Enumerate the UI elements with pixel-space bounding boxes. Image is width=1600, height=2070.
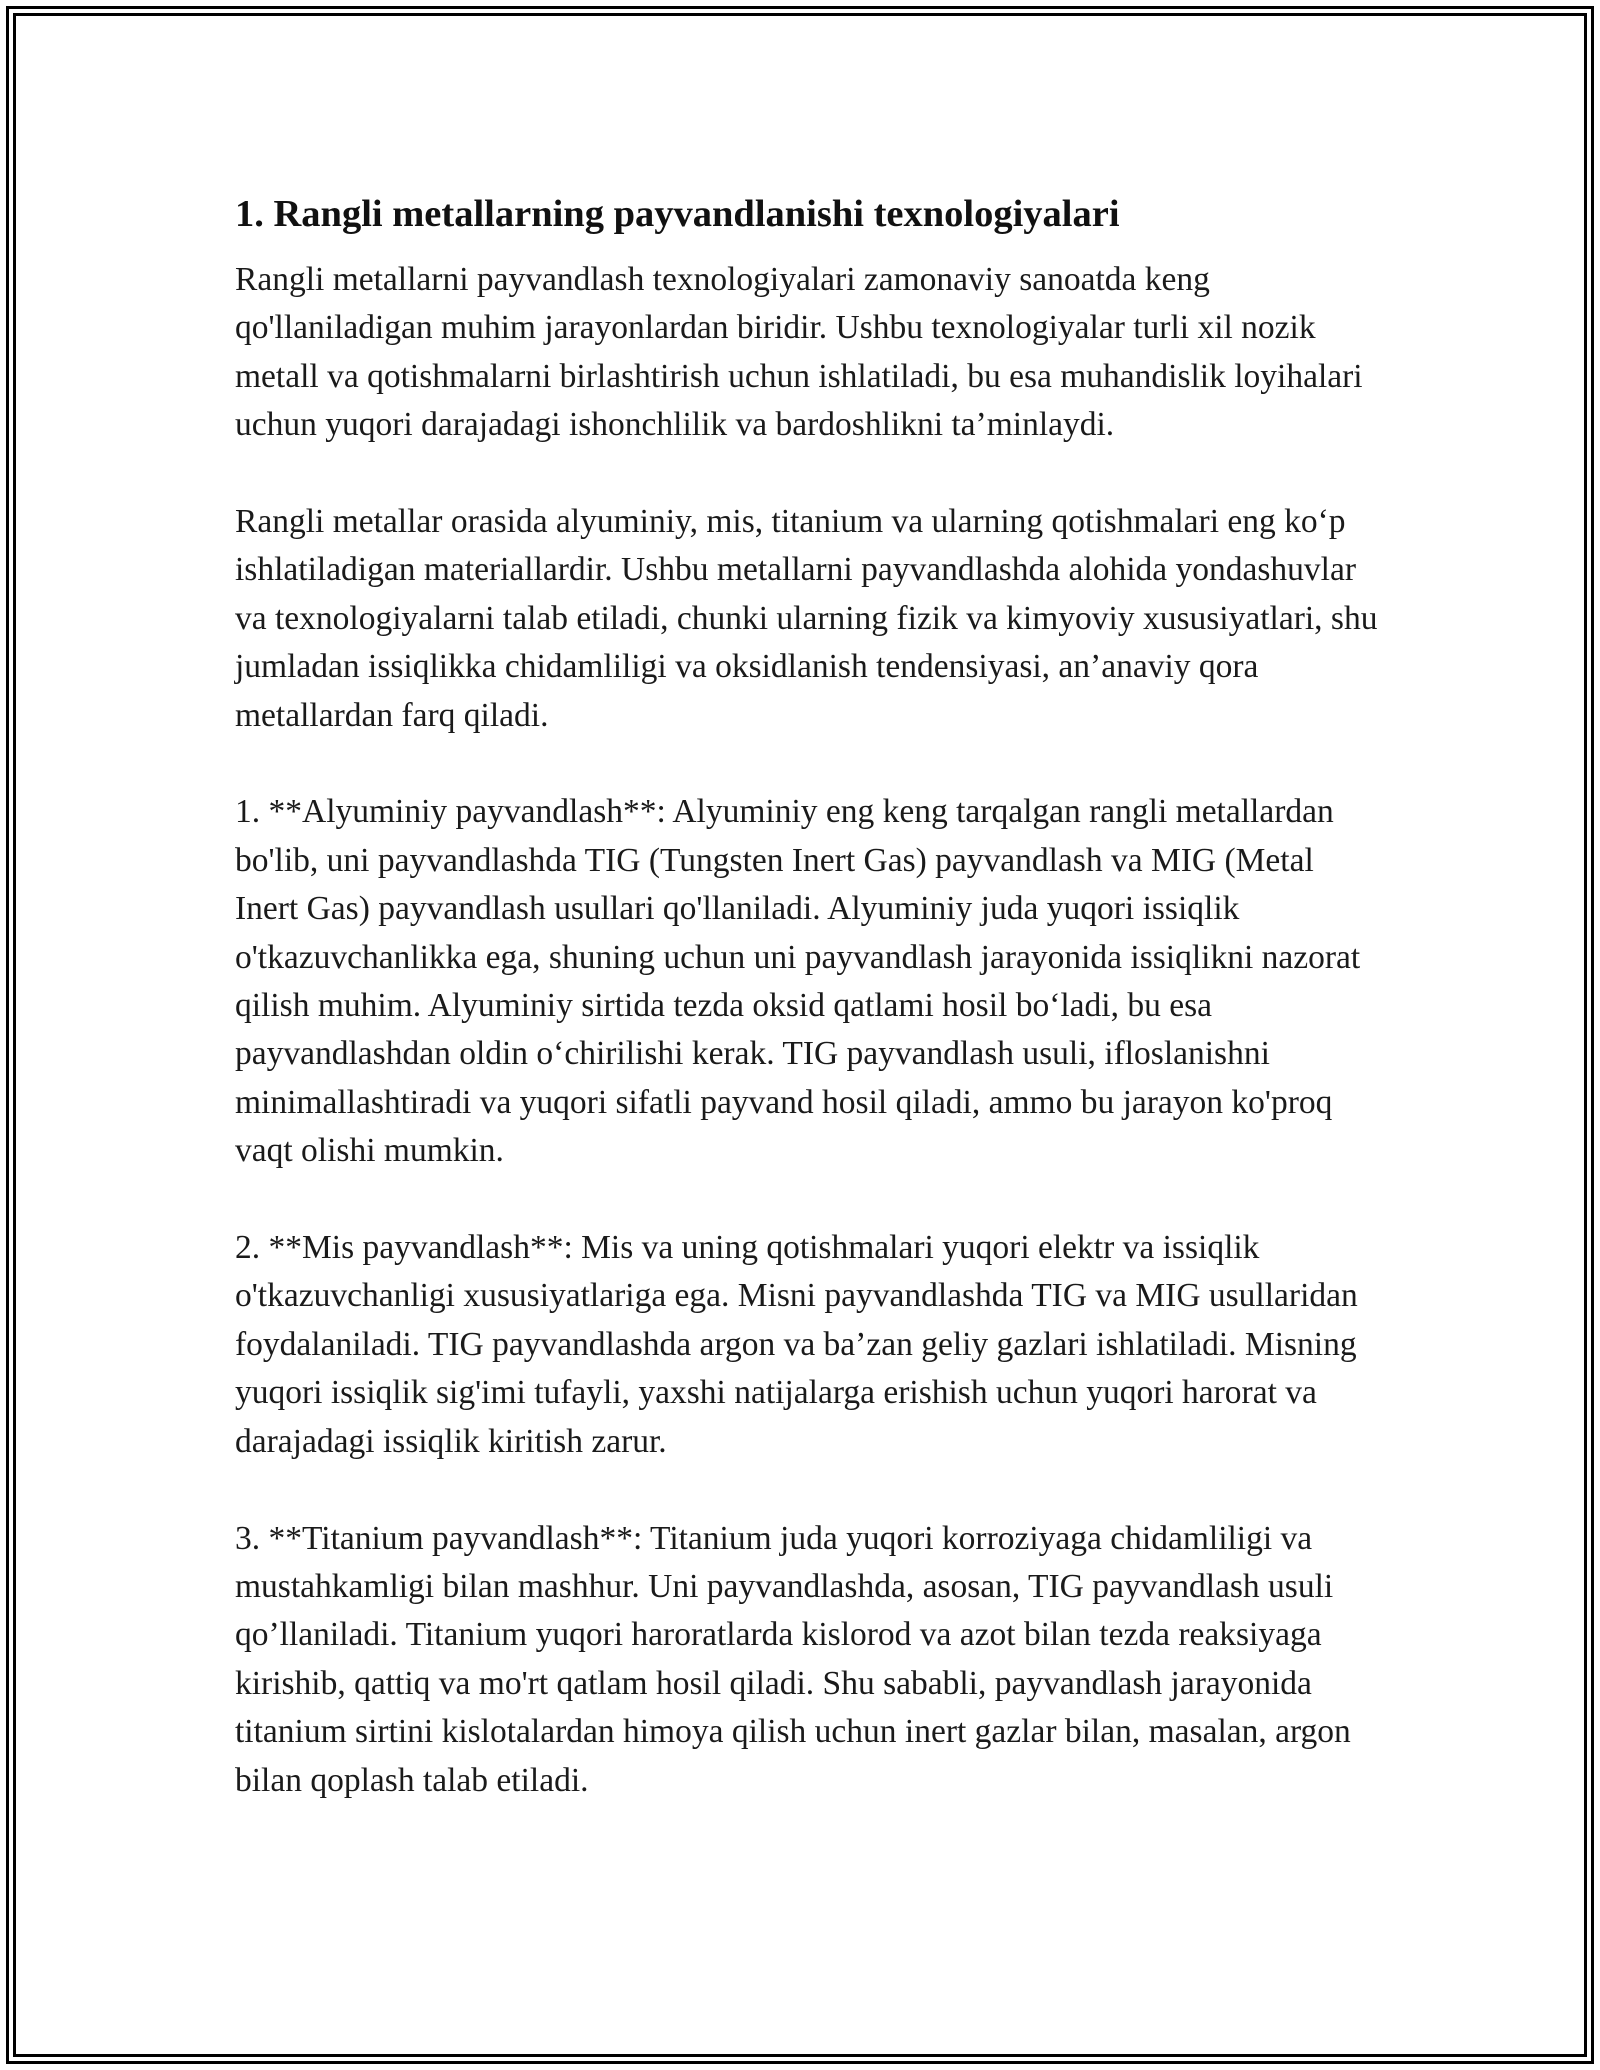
paragraph-intro: Rangli metallarni payvandlash texnologiyalari zamonaviy sanoatda keng qo'llaniladigan muhim jarayonlardan biridir. Ushbu texnologiyalar turli xil nozik metall va qotishmalarni birlashtirish uchun ishlatiladi, bu esa muhandislik loyihalari uchun yuqori darajadagi ishonchlilik va bardoshlikni ta’minlaydi. bbox=[235, 261, 1363, 444]
page-title: 1. Rangli metallarning payvandlanishi texnologiyalari bbox=[235, 193, 1120, 235]
paragraph-materials: Rangli metallar orasida alyuminiy, mis, titanium va ularning qotishmalari eng ko‘p ishlatiladigan materiallardir. Ushbu metallarni payvandlashda alohida yondashuvlar va texnologiyalarni talab etiladi, chunki ularning fizik va kimyoviy xususiyatlari, shu jumladan issiqlikka chidamliligi va oksidlanish tendensiyasi, an’anaviy qora metallardan farq qiladi. bbox=[235, 503, 1378, 734]
paragraph-copper: 2. **Mis payvandlash**: Mis va uning qotishmalari yuqori elektr va issiqlik o'tkazuvchanligi xususiyatlariga ega. Misni payvandlashda TIG va MIG usullaridan foydalaniladi. TIG payvandlashda argon va ba’zan geliy gazlari ishlatiladi. Misning yuqori issiqlik sig'imi tufayli, yaxshi natijalarga erishish uchun yuqori harorat va darajadagi issiqlik kiritish zarur. bbox=[235, 1229, 1358, 1460]
document-body bbox=[235, 180, 1380, 1805]
paragraph-aluminium: 1. **Alyuminiy payvandlash**: Alyuminiy eng keng tarqalgan rangli metallardan bo'lib, uni payvandlashda TIG (Tungsten Inert Gas) payvandlash va MIG (Metal Inert Gas) payvandlash usullari qo'llaniladi. Alyuminiy juda yuqori issiqlik o'tkazuvchanlikka ega, shuning uchun uni payvandlash jarayonida issiqlikni nazorat qilish muhim. Alyuminiy sirtida tezda oksid qatlami hosil bo‘ladi, bu esa payvandlashdan oldin o‘chirilishi kerak. TIG payvandlash usuli, ifloslanishni minimallashtiradi va yuqori sifatli payvand hosil qiladi, ammo bu jarayon ko'proq vaqt olishi mumkin. bbox=[235, 793, 1361, 1170]
paragraph-titanium: 3. **Titanium payvandlash**: Titanium juda yuqori korroziyaga chidamliligi va mustahkamligi bilan mashhur. Uni payvandlashda, asosan, TIG payvandlash usuli qo’llaniladi. Titanium yuqori haroratlarda kislorod va azot bilan tezda reaksiyaga kirishib, qattiq va mo'rt qatlam hosil qiladi. Shu sababli, payvandlash jarayonida titanium sirtini kislotalardan himoya qilish uchun inert gazlar bilan, masalan, argon bilan qoplash talab etiladi. bbox=[235, 1519, 1351, 1799]
